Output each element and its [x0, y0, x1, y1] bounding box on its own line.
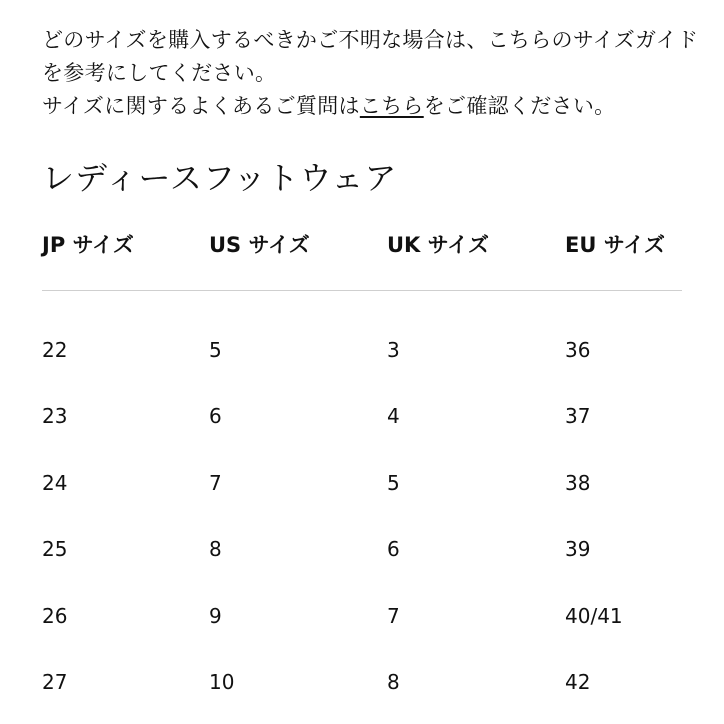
- cell-us: 6: [209, 404, 222, 429]
- cell-uk: 4: [387, 404, 400, 429]
- cell-us: 9: [209, 603, 222, 628]
- size-table: [42, 218, 682, 716]
- header-us-size: US サイズ: [209, 218, 387, 291]
- cell-uk: 3: [387, 338, 400, 362]
- intro-paragraph: どのサイズを購入するべきかご不明な場合は、こちらのサイズガイドを参考にしてください。: [42, 28, 699, 85]
- cell-us: 5: [209, 338, 222, 362]
- cell-eu: 38: [565, 470, 591, 495]
- table-row: [42, 291, 682, 384]
- table-row: [42, 383, 682, 450]
- cell-jp: 24: [42, 470, 68, 495]
- cell-eu: 36: [565, 338, 591, 362]
- section-title: レディースフットウェア: [42, 159, 398, 197]
- table-row: [42, 516, 682, 583]
- cell-uk: 5: [387, 470, 400, 495]
- faq-text-after: をご確認ください。: [423, 94, 616, 118]
- cell-uk: 7: [387, 603, 400, 628]
- cell-eu: 39: [565, 537, 591, 562]
- cell-jp: 25: [42, 537, 68, 562]
- cell-eu: 40/41: [565, 603, 623, 628]
- table-row: [42, 583, 682, 650]
- cell-us: 10: [209, 670, 235, 695]
- cell-uk: 6: [387, 537, 400, 562]
- header-uk-size: UK サイズ: [387, 218, 565, 291]
- cell-jp: 23: [42, 404, 68, 429]
- cell-us: 8: [209, 537, 222, 562]
- table-row: [42, 649, 682, 716]
- header-eu-size: EU サイズ: [565, 218, 682, 291]
- cell-jp: 22: [42, 338, 68, 362]
- cell-eu: 42: [565, 670, 591, 695]
- cell-eu: 37: [565, 404, 591, 429]
- cell-us: 7: [209, 470, 222, 495]
- cell-uk: 8: [387, 670, 400, 695]
- faq-link[interactable]: こちら: [359, 94, 424, 118]
- cell-jp: 26: [42, 603, 68, 628]
- table-row: [42, 450, 682, 517]
- header-jp-size: JP サイズ: [42, 218, 209, 291]
- cell-jp: 27: [42, 670, 68, 695]
- intro-text: [42, 24, 702, 123]
- faq-paragraph: [42, 90, 702, 123]
- faq-text-before: サイズに関するよくあるご質問は: [42, 94, 360, 118]
- table-header-row: [42, 218, 682, 291]
